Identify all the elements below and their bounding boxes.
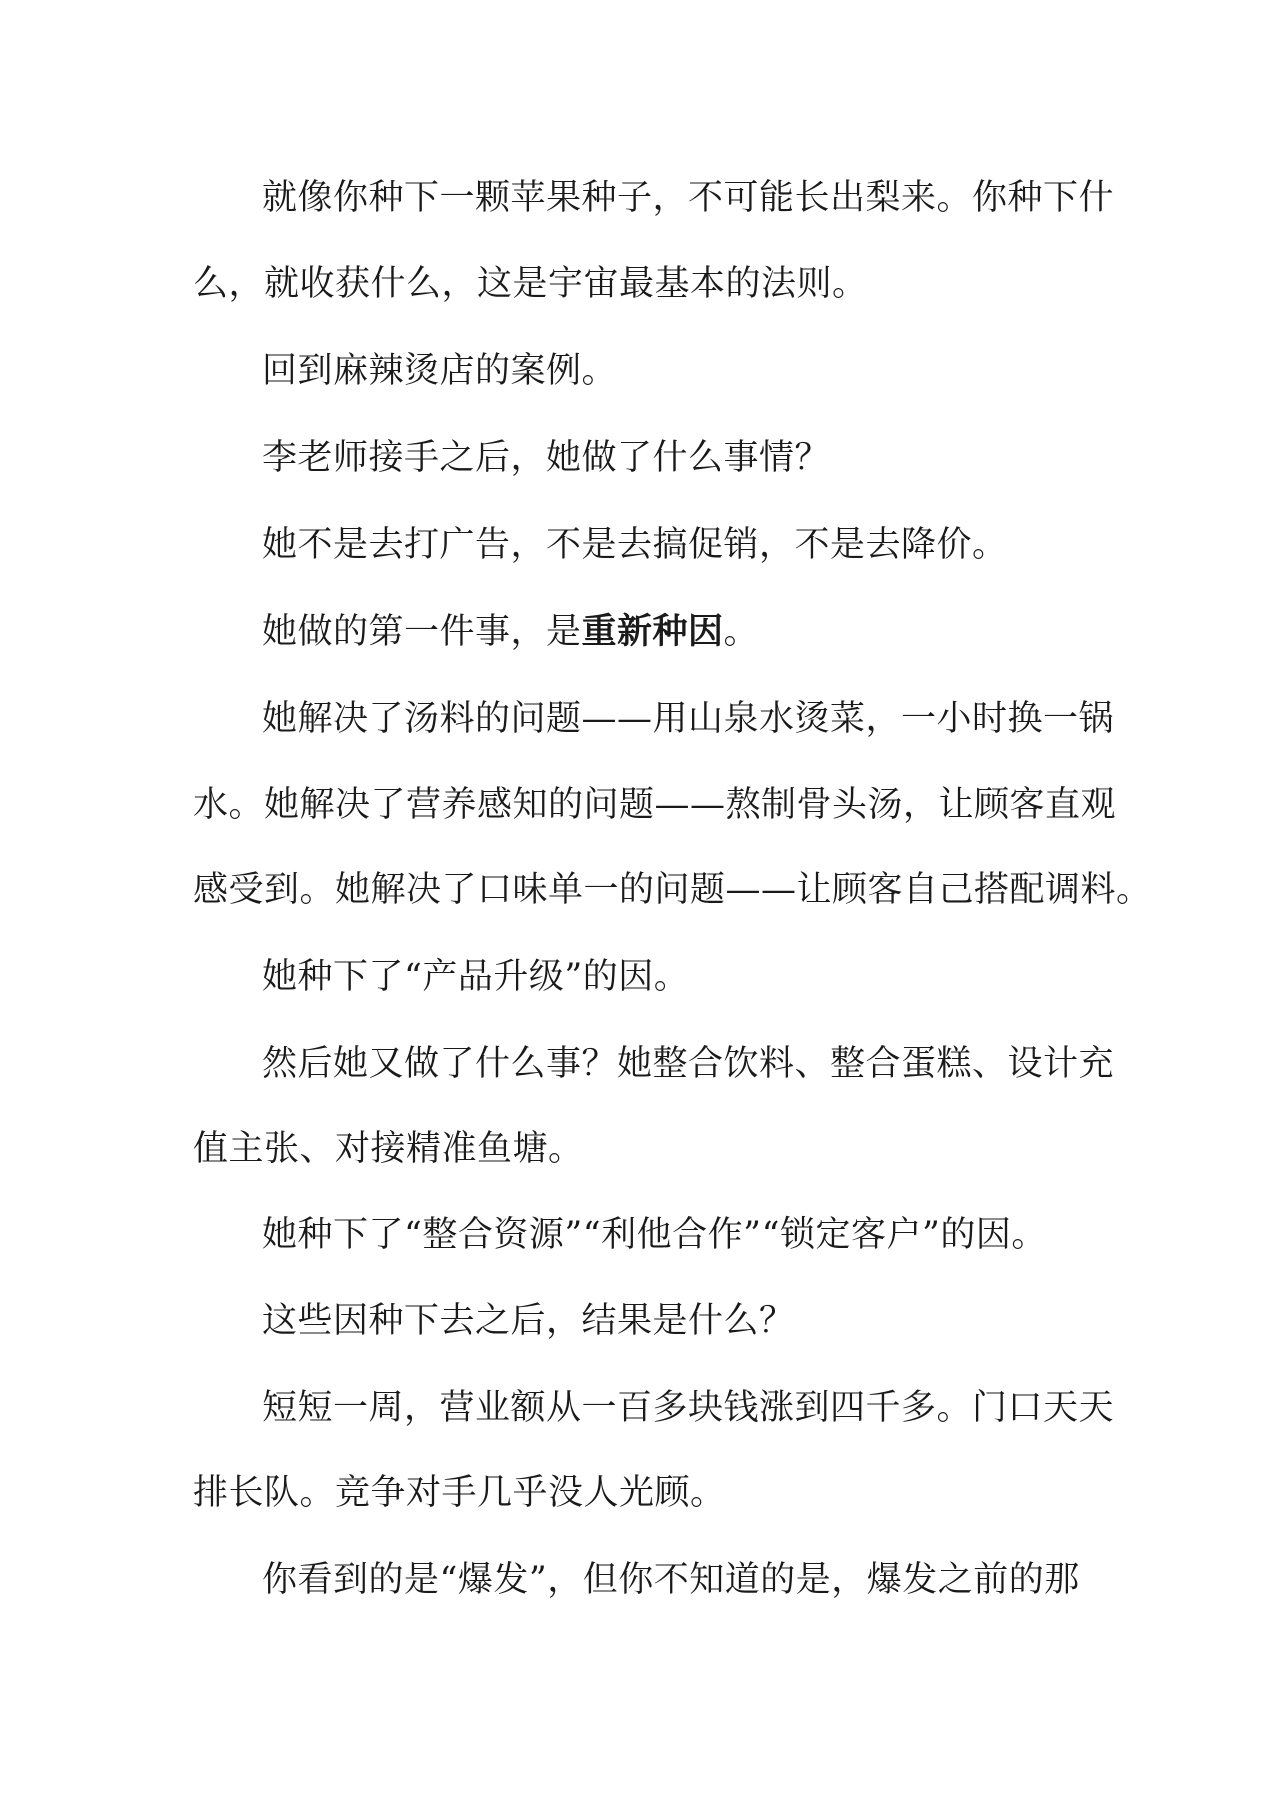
paragraph-10: 这些因种下去之后，结果是什么？ bbox=[262, 1301, 795, 1341]
paragraph-6-line-2: 水。她解决了营养感知的问题——熬制骨头汤，让顾客直观 bbox=[193, 785, 1117, 825]
paragraph-1-line-2: 么，就收获什么，这是宇宙最基本的法则。 bbox=[193, 264, 868, 304]
paragraph-11-line-2: 排长队。竞争对手几乎没人光顾。 bbox=[193, 1473, 726, 1513]
paragraph-2: 回到麻辣烫店的案例。 bbox=[262, 351, 618, 391]
paragraph-8-line-1: 然后她又做了什么事？她整合饮料、整合蛋糕、设计充 bbox=[262, 1044, 1115, 1084]
paragraph-5-prefix: 她做的第一件事，是 bbox=[262, 612, 582, 652]
paragraph-6-line-3: 感受到。她解决了口味单一的问题——让顾客自己搭配调料。 bbox=[193, 870, 1152, 910]
paragraph-4: 她不是去打广告，不是去搞促销，不是去降价。 bbox=[262, 525, 1008, 565]
paragraph-5-suffix: 。 bbox=[723, 612, 760, 652]
paragraph-11-line-1: 短短一周，营业额从一百多块钱涨到四千多。门口天天 bbox=[262, 1388, 1115, 1428]
paragraph-9: 她种下了“整合资源”“利他合作”“锁定客户”的因。 bbox=[262, 1215, 1047, 1255]
paragraph-5 bbox=[262, 610, 759, 654]
paragraph-7: 她种下了“产品升级”的因。 bbox=[262, 957, 690, 997]
paragraph-1-line-1: 就像你种下一颗苹果种子，不可能长出梨来。你种下什 bbox=[262, 178, 1115, 218]
paragraph-8-line-2: 值主张、对接精准鱼塘。 bbox=[193, 1129, 584, 1169]
paragraph-6-line-1: 她解决了汤料的问题——用山泉水烫菜，一小时换一锅 bbox=[262, 699, 1115, 739]
paragraph-12: 你看到的是“爆发”，但你不知道的是，爆发之前的那 bbox=[262, 1560, 1080, 1600]
paragraph-3: 李老师接手之后，她做了什么事情？ bbox=[262, 438, 831, 478]
paragraph-5-bold-phrase: 重新种因 bbox=[581, 611, 724, 652]
